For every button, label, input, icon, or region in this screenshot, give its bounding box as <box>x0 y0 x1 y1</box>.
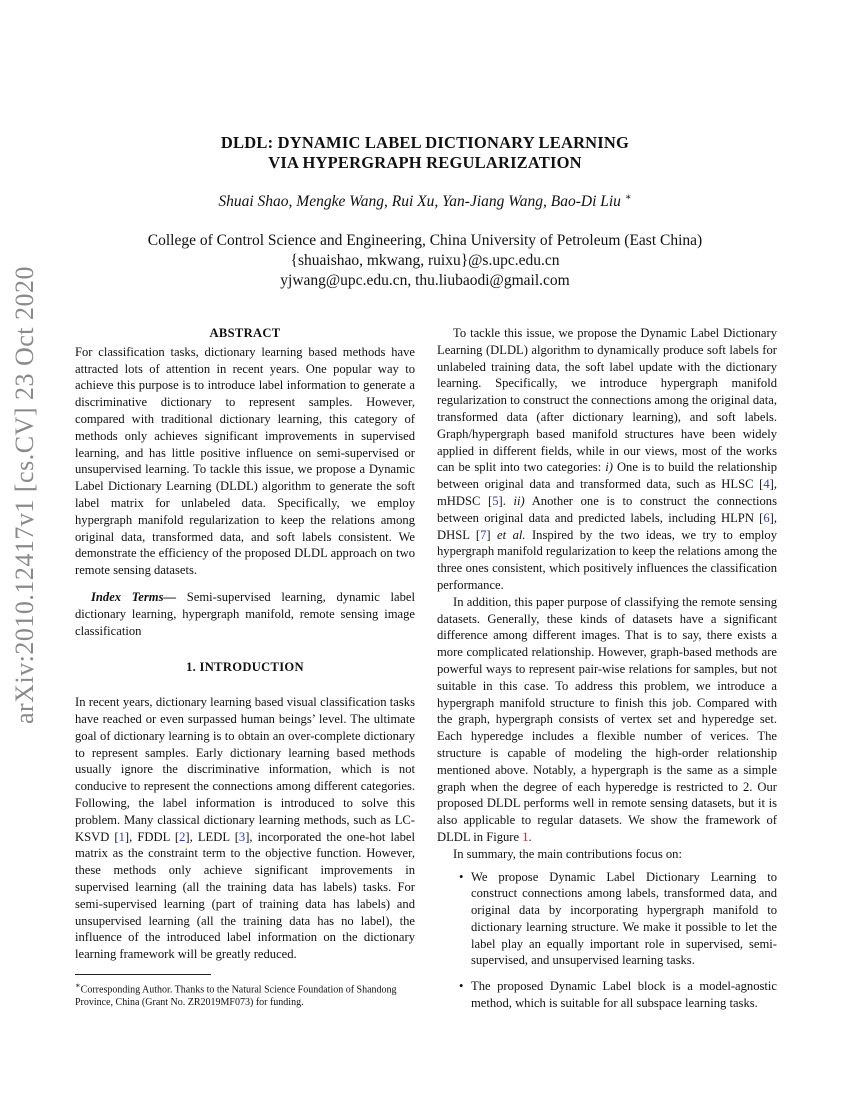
affiliation-block <box>0 231 850 291</box>
index-terms <box>75 589 415 639</box>
footnote-mark: ∗ <box>75 981 81 990</box>
intro-text: ], FDDL [ <box>124 829 180 844</box>
right-paragraph-2 <box>437 594 777 846</box>
arxiv-sidebar-stamp <box>4 265 46 725</box>
citation-link[interactable]: 4 <box>763 477 770 492</box>
citation-link[interactable]: 1 <box>118 829 125 844</box>
left-column <box>75 325 415 963</box>
bullet-icon: • <box>459 979 464 994</box>
right-column <box>437 325 777 1021</box>
intro-text: ], incorporated the one-hot label matrix as the constraint term to the objective function. However, these methods only achieve significant improvements in supervised learning (all the training data has labels) tasks. For semi-supervised learning (part of training data has labels) and unsupervised learning (all the training data has no label), the influence of the introduced label information on the dictionary learning framework will be greatly reduced. <box>75 829 415 962</box>
title-line-2: VIA HYPERGRAPH REGULARIZATION <box>268 153 582 172</box>
intro-paragraph <box>75 694 415 963</box>
body-text: ], mHDSC [ <box>437 477 777 508</box>
index-terms-text: Semi-supervised learning, dynamic label dictionary learning, hypergraph manifold, remote sensing image classification <box>75 589 416 638</box>
citation-link[interactable]: 2 <box>179 829 186 844</box>
right-paragraph-1 <box>437 325 777 594</box>
enum-marker: i) <box>605 460 613 475</box>
email-line-2: yjwang@upc.edu.cn, thu.liubaodi@gmail.com <box>280 272 570 289</box>
list-item <box>437 978 777 1012</box>
body-text: Another one is to construct the connections between original data and predicted labels, including HLPN [ <box>437 493 777 525</box>
paper-title <box>0 133 850 173</box>
abstract-heading: ABSTRACT <box>209 326 281 340</box>
footnote <box>75 974 415 1009</box>
enum-marker: ii) <box>513 493 525 508</box>
body-text: To tackle this issue, we propose the Dynamic Label Dictionary Learning (DLDL) algorithm to dynamically produce soft labels for unlabeled training data, the soft label update with the dictionary learning. Specifically, we introduce hypergraph manifold regularization to construct the connections among the original data, transformed data (after dictionary learning), and soft labels. Graph/hypergraph based manifold structures have been widely applied in different fields, while in our views, most of the works can be split into two categories: <box>437 326 777 475</box>
body-text: Inspired by the two ideas, we try to employ hypergraph manifold regularization to keep the relations among the three ones consistent, which positively influences the classification performance. <box>437 527 778 592</box>
citation-link[interactable]: 7 <box>480 527 487 542</box>
arxiv-identifier: arXiv:2010.12417v1 [cs.CV] 23 Oct 2020 <box>10 265 39 725</box>
et-al: et al. <box>497 527 526 542</box>
body-text: ] <box>486 527 498 542</box>
list-item <box>437 869 777 970</box>
corresponding-author-mark: ∗ <box>624 192 632 203</box>
index-terms-label: Index Terms— <box>91 589 177 604</box>
author-list <box>0 192 850 211</box>
body-text: ]. <box>498 493 514 508</box>
right-paragraph-3: In summary, the main contributions focus on: <box>453 846 682 861</box>
email-line-1: {shuaishao, mkwang, ruixu}@s.upc.edu.cn <box>290 252 560 269</box>
intro-text: In recent years, dictionary learning based visual classification tasks have reached or even surpassed human beings’ level. The ultimate goal of dictionary learning is to obtain an over-complete dictionary to represent samples. Early dictionary learning based methods usually ignore the discriminative information, which is not conducive to represent the connections among different categories. Following, the label information is introduced to solve this problem. Many classical dictionary learning methods, such as LC-KSVD [ <box>75 695 415 844</box>
footnote-rule <box>75 974 211 975</box>
affiliation: College of Control Science and Engineering, China University of Petroleum (East China) <box>147 232 703 249</box>
introduction-heading: 1. INTRODUCTION <box>186 660 304 675</box>
bullet-icon: • <box>459 869 464 884</box>
intro-text: ], LEDL [ <box>185 829 239 844</box>
title-line-1: DLDL: DYNAMIC LABEL DICTIONARY LEARNING <box>220 133 630 152</box>
contributions-list <box>437 869 777 1012</box>
author-names: Shuai Shao, Mengke Wang, Rui Xu, Yan-Jiang Wang, Bao-Di Liu <box>218 193 621 211</box>
body-text: . <box>528 829 532 844</box>
list-item-text: The proposed Dynamic Label block is a model-agnostic method, which is suitable for all subspace learning tasks. <box>471 979 777 1011</box>
body-text: In addition, this paper purpose of classifying the remote sensing datasets. Generally, these kinds of datasets have a significant difference among different images. That is to say, there exists a more complicated relationship. However, graph-based methods are powerful ways to represent pair-wise relations for samples, but not suitable in this case. To address this problem, we introduce a hypergraph manifold structure to finish this job. Compared with the graph, hypergraph consists of vertex set and hyperedge set. Each hyperedge includes a flexible number of verices. The structure is capable of modeling the high-order relationship mentioned above. Notably, a hypergraph is the same as a simple graph when the degree of each hyperedge is restricted to 2. Our proposed DLDL performs well in remote sensing datasets, but it is also applicable to regular datasets. We show the framework of DLDL in Figure <box>437 594 777 844</box>
body-text: One is to build the relationship between original data and transformed data, such as HLSC [ <box>437 460 777 492</box>
list-item-text: We propose Dynamic Label Dictionary Learning to construct connections among labels, transformed data, and original data by incorporating hypergraph manifold to dictionary learning structure. We make it possible to let the label play an equally important role in supervised, semi-supervised, and unsupervised learning tasks. <box>471 869 777 968</box>
body-text: ], DHSL [ <box>437 510 777 542</box>
footnote-text-block <box>75 979 415 1009</box>
citation-link[interactable]: 3 <box>238 829 246 844</box>
citation-link[interactable]: 5 <box>492 493 499 508</box>
citation-link[interactable]: 6 <box>763 510 770 525</box>
footnote-text: Corresponding Author. Thanks to the Natural Science Foundation of Shandong Province, China (Grant No. ZR2019MF073) for funding. <box>75 984 397 1009</box>
abstract-text: For classification tasks, dictionary learning based methods have attracted lots of attention in recent years. One popular way to achieve this purpose is to introduce label information to generate a discriminative dictionary to represent samples. However, compared with traditional dictionary learning, this category of methods only achieves significant improvements in supervised learning, and has little positive influence on semi-supervised or unsupervised learning. To tackle this issue, we propose a Dynamic Label Dictionary Learning (DLDL) algorithm to generate the soft label matrix for unlabeled data. Specifically, we employ hypergraph manifold regularization to keep the relations among original data, transformed data, and soft labels consistent. We demonstrate the efficiency of the proposed DLDL approach on two remote sensing datasets. <box>75 344 415 578</box>
figure-link[interactable]: 1 <box>522 829 529 844</box>
